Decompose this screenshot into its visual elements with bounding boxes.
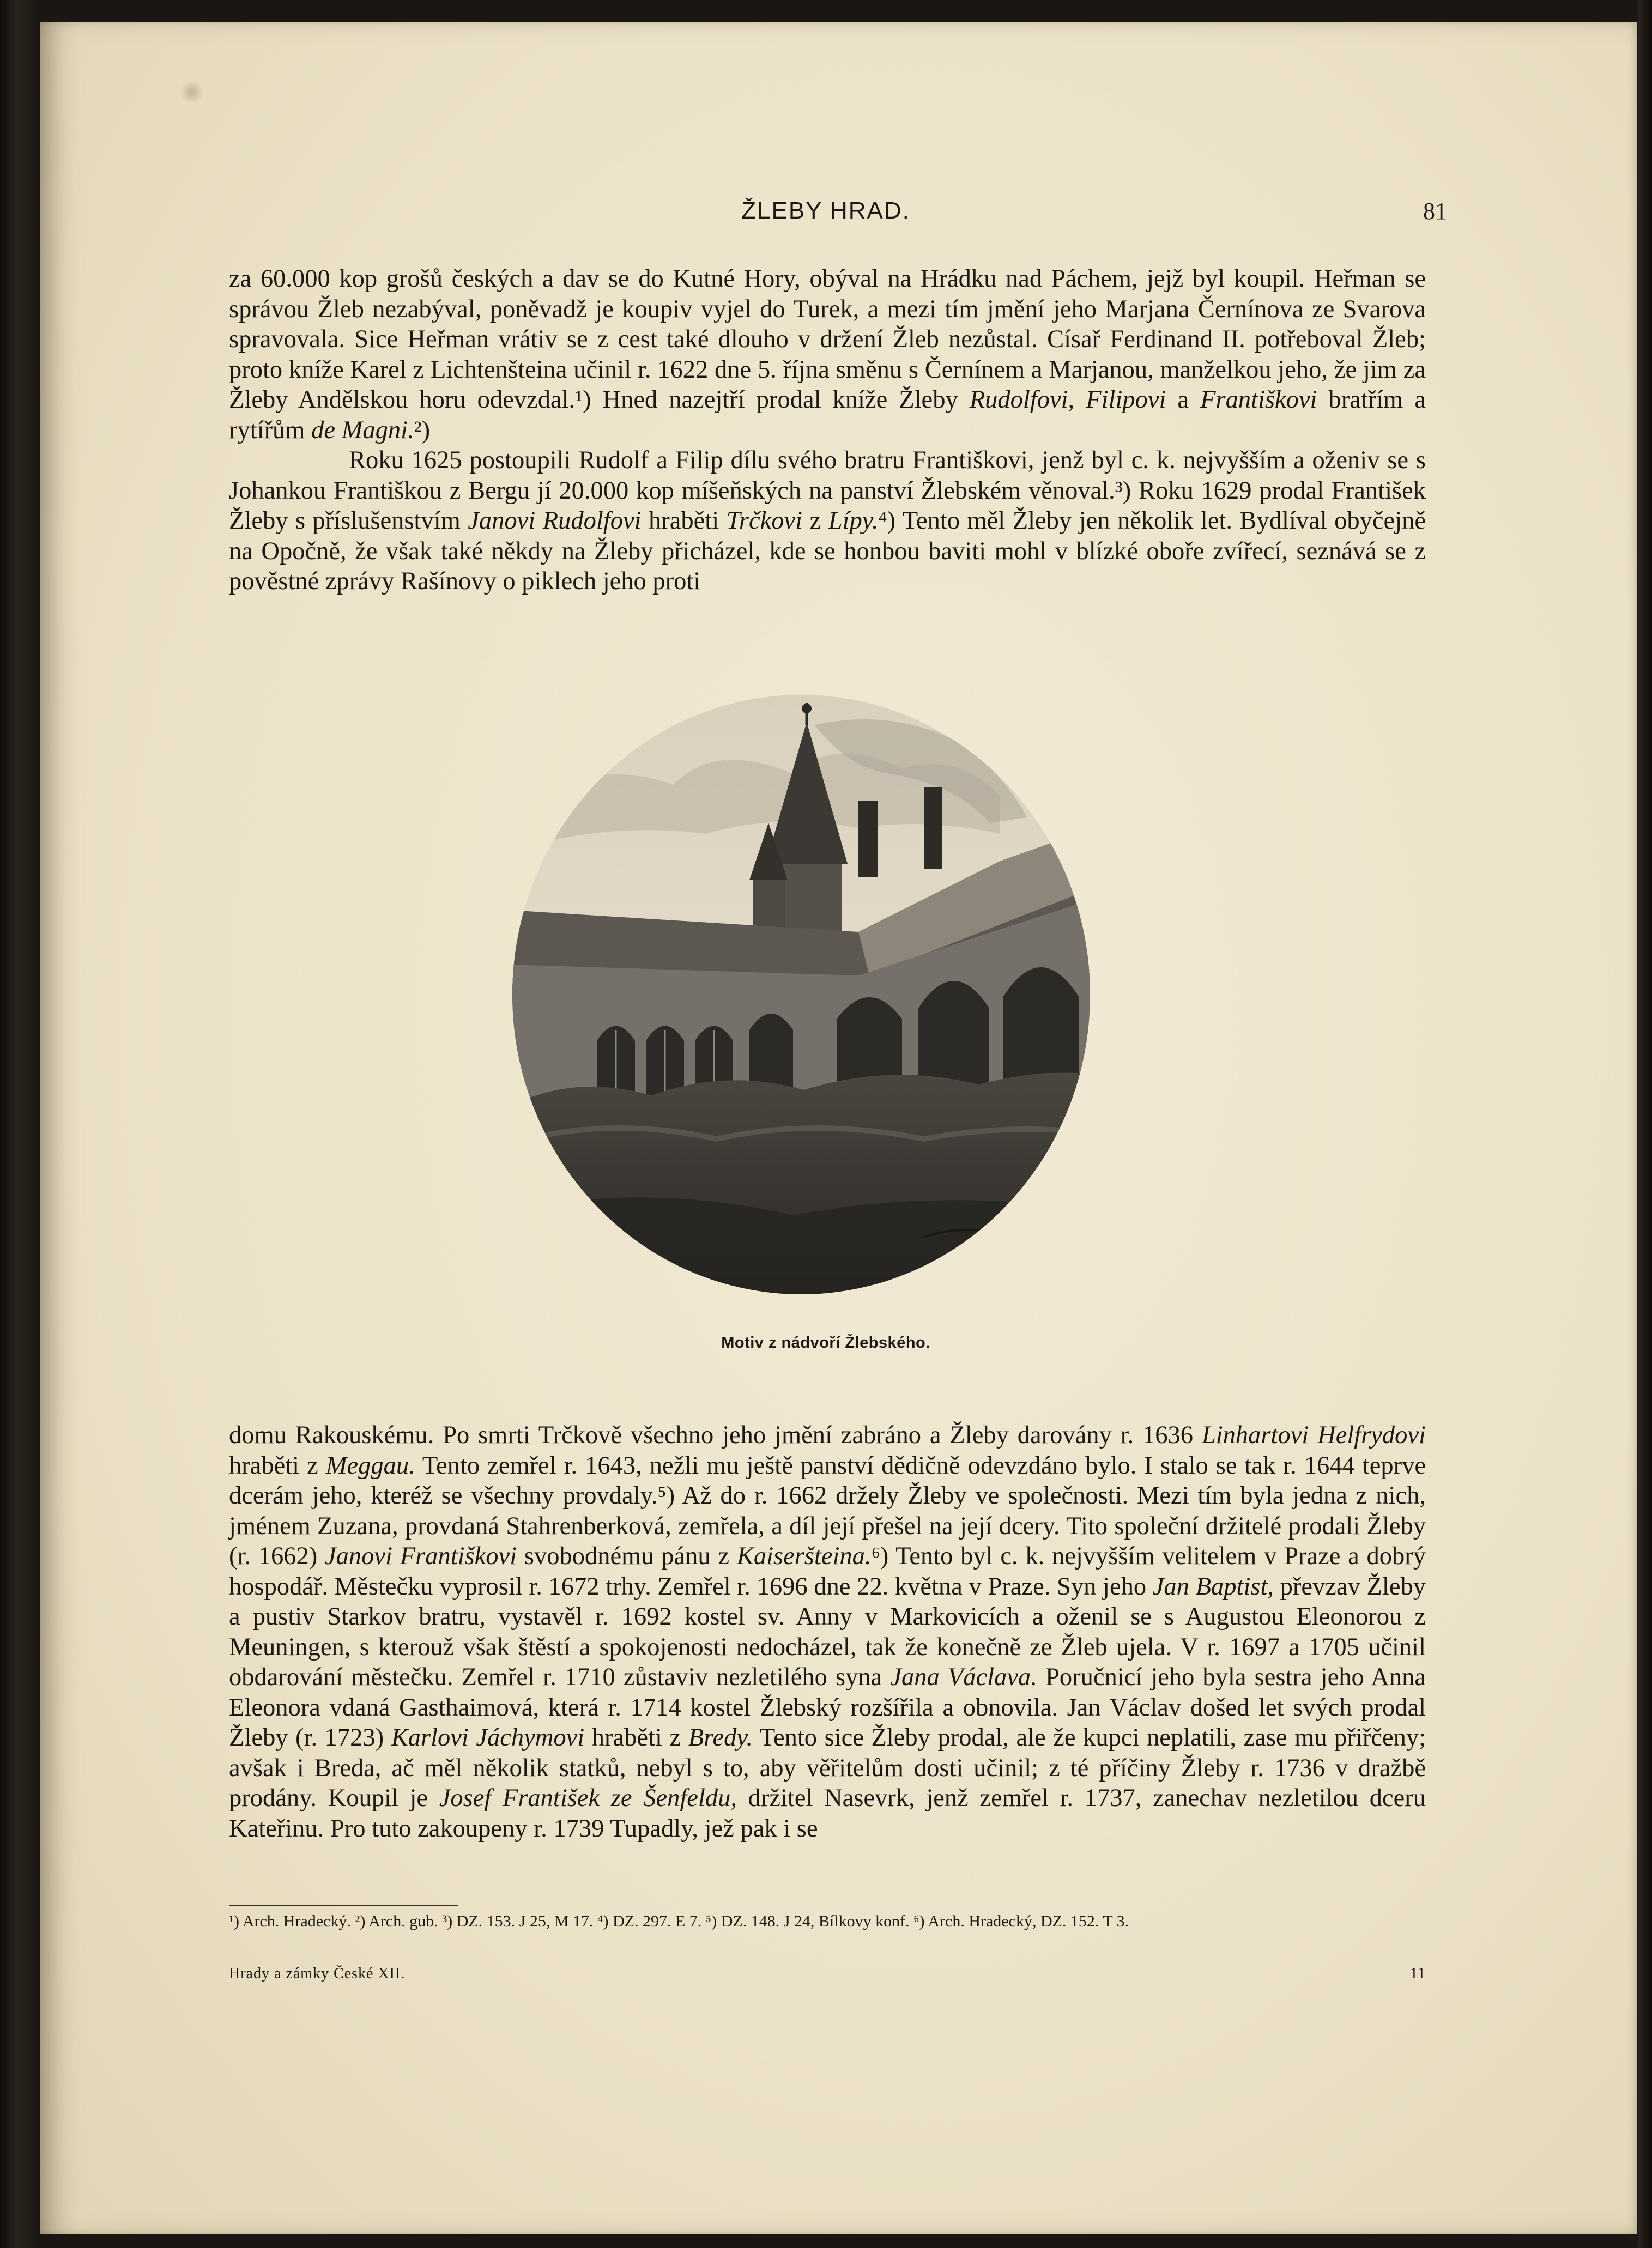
text-run: hraběti z [584, 1724, 688, 1752]
footnotes: ¹) Arch. Hradecký. ²) Arch. gub. ³) DZ. 153. J 25, M 17. ⁴) DZ. 297. E 7. ⁵) DZ. 148. J 24, Bílkovy konf. ⁶) Arch. Hradecký, DZ. 152. T 3. [229, 1912, 1129, 1930]
italic-name: Jana Václava. [890, 1663, 1037, 1691]
text-run: bratřím a rytířům [229, 386, 1426, 444]
body-text-top [229, 264, 1426, 597]
italic-name: Meggau. [325, 1451, 415, 1480]
italic-name: Karlovi Jáchymovi [391, 1724, 585, 1752]
figure-caption: Motiv z nádvoří Žlebského. [721, 1334, 930, 1352]
text-run: z [802, 507, 828, 535]
text-run: Tento zemřel r. 1643, nežli mu ještě panství dědičně odevzdáno bylo. I stalo se tak r. 1644 teprve dcerám jeho, kteréž se všechny provdaly.⁵) Až do r. 1662 držely Žleby ve společnosti. Mezi tím byla jedna z nich, jménem Zuzana, provdaná Stahrenberková, zemřela, a díl její přešel na její dcery. Tito společní držitelé prodali Žleby (r. 1662) [229, 1451, 1426, 1570]
text-run: za 60.000 kop grošů českých a dav se do Kutné Hory, obýval na Hrádku nad Páchem, jejž byl koupil. Heřman se správou Žleb nezabýval, poněvadž je koupiv vyjel do Turek, a mezi tím jmění jeho Marjana Černínova ze Svarova spravovala. Sice Heřman vrátiv se z cest také dlouho v držení Žleb nezůstal. Císař Ferdinand II. potřeboval Žleb; proto kníže Karel z Lichtenšteina učinil r. 1622 dne 5. října směnu s Černínem a Marjanou, manželkou jeho, že jim za Žleby Andělskou horu odevzdal.¹) Hned nazejtří prodal kníže Žleby [229, 265, 1426, 414]
imprint-line [229, 1965, 1426, 1983]
text-run: Tento sice Žleby prodal, ale že kupci neplatili, zase mu přiřčeny; avšak i Breda, ač měl několik statků, nebyl s to, aby věřitelům dosti učinil; z té příčiny Žleby r. 1736 v dražbě prodány. Koupil je [229, 1724, 1426, 1812]
italic-name: Františkovi [1200, 386, 1317, 414]
italic-name: Josef František ze Šenfeldu, [439, 1784, 737, 1812]
italic-name: Lípy. [828, 507, 879, 535]
signature-mark: 11 [1410, 1965, 1426, 1982]
italic-name: Janovi Františkovi [325, 1542, 517, 1570]
text-run: ²) [414, 416, 431, 444]
body-text-bottom [229, 1420, 1426, 1844]
text-run: držitel Nasevrk, jenž zemřel r. 1737, zanechav nezletilou dceru Kateřinu. Pro tuto zakoupeny r. 1739 Tupadly, jež pak i se [229, 1784, 1426, 1843]
page-number: 81 [1423, 198, 1447, 225]
text-run: ⁶) Tento byl c. k. nejvyšším velitelem v Praze a dobrý hospodář. Městečku vyprosil r. 1672 trhy. Zemřel r. 1696 dne 22. května v Praze. Syn jeho [229, 1542, 1426, 1601]
text-run: hraběti [641, 507, 727, 535]
text-run: Poručnicí jeho byla sestra jeho Anna Eleonora vdaná Gasthaimová, která r. 1714 kostel Žlebský rozšířila a obnovila. Jan Václav došed let svých prodal Žleby (r. 1723) [229, 1663, 1426, 1752]
imprint-title: Hrady a zámky České XII. [229, 1965, 406, 1982]
italic-name: Bredy. [688, 1724, 753, 1752]
running-head-title: ŽLEBY HRAD. [741, 197, 910, 224]
text-run: převzav Žleby a pustiv Starkov bratru, vystavěl r. 1692 kostel sv. Anny v Markovicích a oženil se s Augustou Eleonorou z Meuningen, s kterouž však štěstí a spokojenosti nedocházel, tak že konečně ze Žleb ujela. V r. 1697 a 1705 učinil obdarování městečku. Zemřel r. 1710 zůstaviv nezletilého syna [229, 1572, 1426, 1691]
italic-name: Linhartovi Helfrydovi [1201, 1421, 1426, 1449]
footnote-rule [229, 1905, 458, 1906]
italic-name: Rudolfovi, Filipovi [969, 386, 1166, 414]
italic-name: Trčkovi [726, 507, 803, 535]
italic-name: Kaiseršteina. [736, 1542, 872, 1570]
paragraph [229, 264, 1426, 445]
italic-name: de Magni. [311, 416, 414, 444]
italic-name: Jan Baptist, [1152, 1572, 1274, 1601]
paper-stain [179, 82, 204, 102]
paragraph [229, 445, 1426, 597]
chimney [924, 787, 942, 869]
text-run: ⁴) Tento měl Žleby jen několik let. Bydlíval obyčejně na Opočně, že však také někdy na Žleby přicházel, kde se honbou baviti mohl v blízké oboře zvířecí, seznává se z pověstné zprávy Rašínovy o piklech jeho proti [229, 507, 1426, 595]
text-run: svobodnému pánu z [517, 1542, 737, 1570]
text-run: domu Rakouskému. Po smrti Trčkově všechno jeho jmění zabráno a Žleby darovány r. 1636 [229, 1421, 1202, 1449]
text-run: Roku 1625 postoupili Rudolf a Filip dílu svého bratru Františkovi, jenž byl c. k. nejvyšším a oženiv se s Johankou Františkou z Bergu jí 20.000 kop míšeňských na panství Žlebském věnoval.³) Roku 1629 prodal František Žleby s příslušenstvím [229, 446, 1426, 535]
book-spine-edge [1638, 0, 1652, 2248]
courtyard-illustration [510, 692, 1093, 1297]
italic-name: Janovi Rudolfovi [468, 507, 642, 535]
chimney [858, 801, 878, 877]
paragraph [229, 1420, 1426, 1844]
text-run: hraběti z [229, 1451, 326, 1480]
text-run: a [1166, 386, 1201, 414]
